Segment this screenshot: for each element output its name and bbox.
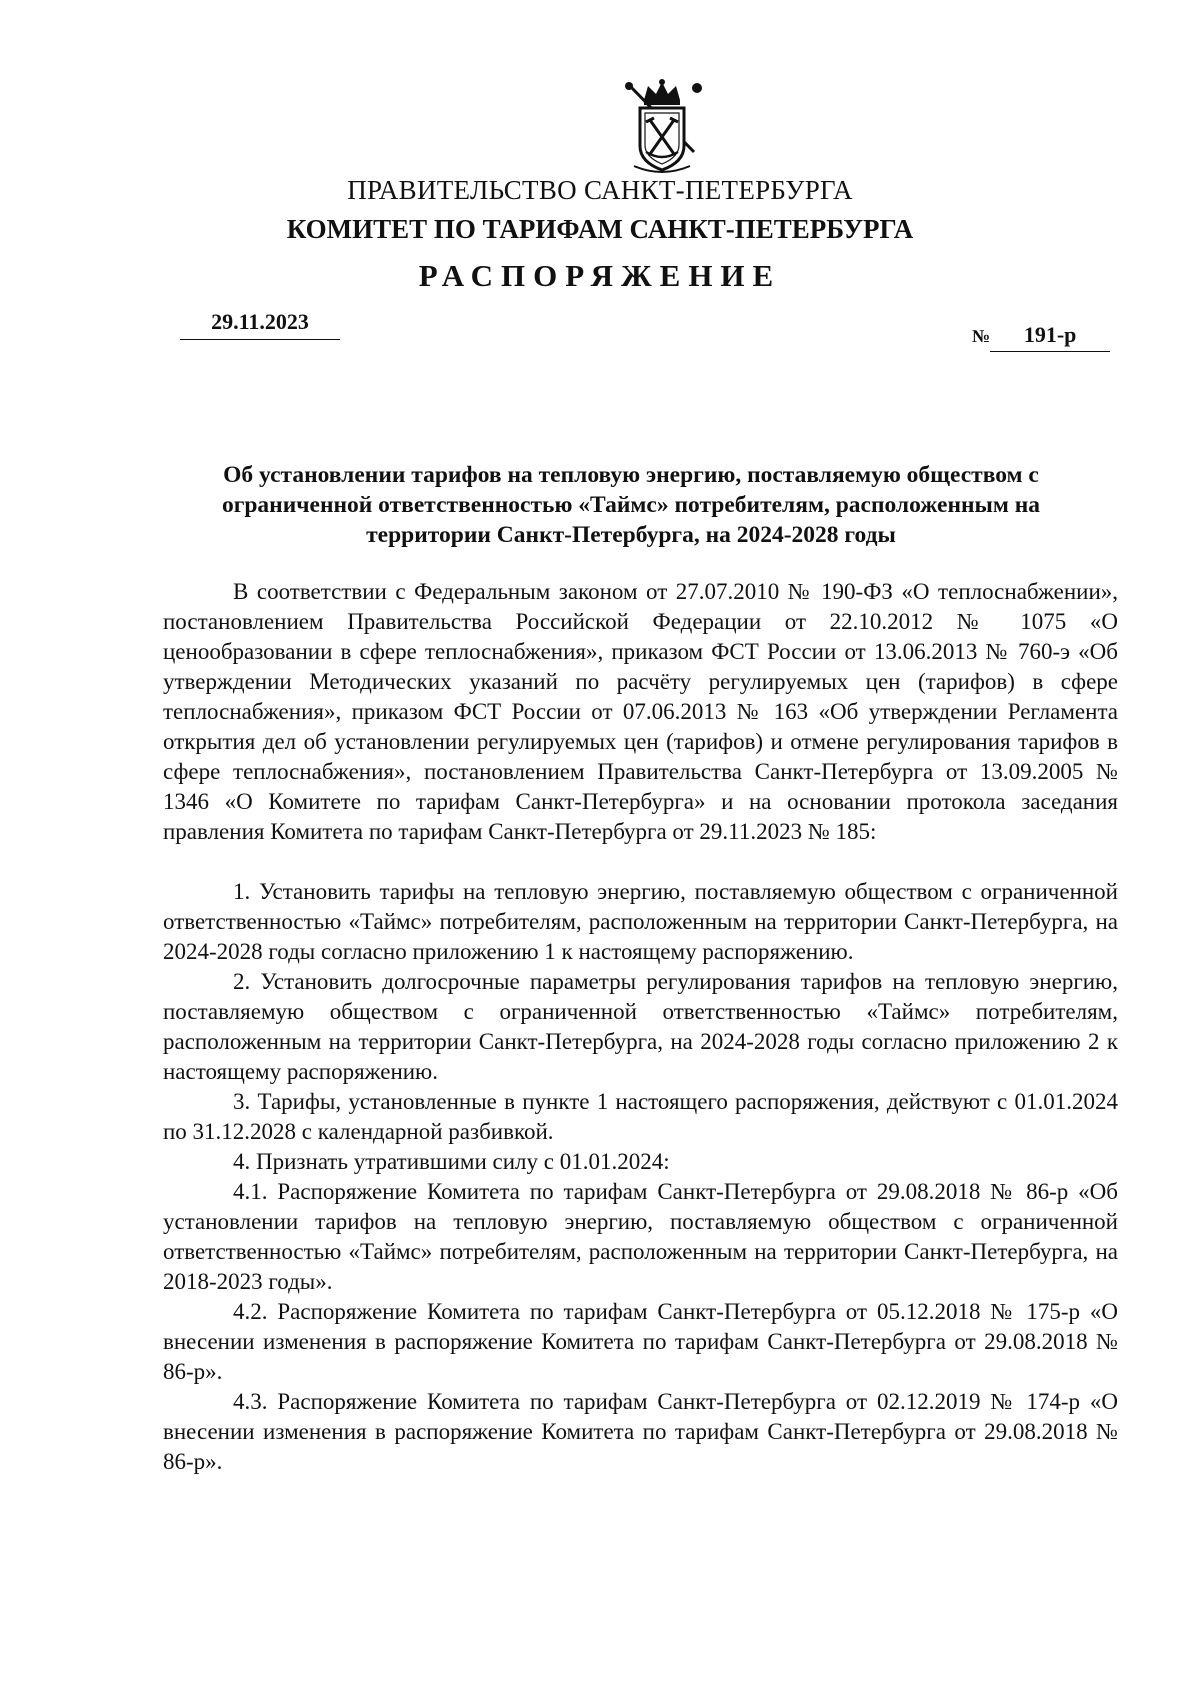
document-title: Об установлении тарифов на тепловую энергию, поставляемую обществом с ограниченной ответственностью «Таймс» потребителям, расположенным на территории Санкт-Петербурга, на 2024-2028 годы [221,462,1041,548]
clause-1: 1. Установить тарифы на тепловую энергию, поставляемую обществом с ограниченной ответственностью «Таймс» потребителям, расположенным на территории Санкт-Петербурга, на 2024-2028 годы согласно приложению 1 к настоящему распоряжению. [163,879,1118,964]
coat-of-arms-icon [620,78,704,178]
document-date: 29.11.2023 [180,309,340,340]
clause-4-1: 4.1. Распоряжение Комитета по тарифам Санкт-Петербурга от 29.08.2018 № 86-р «Об установлении тарифов на тепловую энергию, поставляемую обществом с ограниченной ответственностью «Таймс» потребителям, расположенным на территории Санкт-Петербурга, на 2018-2023 годы». [163,1179,1118,1294]
clause-2: 2. Установить долгосрочные параметры регулирования тарифов на тепловую энергию, поставляемую обществом с ограниченной ответственностью «Таймс» потребителям, расположенным на территории Санкт-Петербурга, на 2024-2028 годы согласно приложению 2 к настоящему распоряжению. [163,969,1118,1084]
preamble-paragraph: В соответствии с Федеральным законом от 27.07.2010 № 190-ФЗ «О теплоснабжении», постановлением Правительства Российской Федерации от 22.10.2012 № 1075 «О ценообразовании в сфере теплоснабжения», приказом ФСТ России от 13.06.2013 № 760-э «Об утверждении Методических указаний по расчёту регулируемых цен (тарифов) в сфере теплоснабжения», приказом ФСТ России от 07.06.2013 № 163 «Об утверждении Регламента открытия дел об установлении регулируемых цен (тарифов) и отмене регулирования тарифов в сфере теплоснабжения», постановлением Правительства Санкт-Петербурга от 13.09.2005 № 1346 «О Комитете по тарифам Санкт-Петербурга» и на основании протокола заседания правления Комитета по тарифам Санкт-Петербурга от 29.11.2023 № 185: [163,579,1118,844]
document-number [972,322,1110,352]
clause-4-2: 4.2. Распоряжение Комитета по тарифам Санкт-Петербурга от 05.12.2018 № 175-р «О внесении изменения в распоряжение Комитета по тарифам Санкт-Петербурга от 29.08.2018 № 86-р». [163,1299,1118,1384]
clause-3: 3. Тарифы, установленные в пункте 1 настоящего распоряжения, действуют с 01.01.2024 по 31.12.2028 с календарной разбивкой. [163,1089,1118,1144]
number-sign: № [972,326,991,346]
document-type: РАСПОРЯЖЕНИЕ [418,258,782,293]
document-body [163,577,1118,1477]
government-name: ПРАВИТЕЛЬСТВО САНКТ-ПЕТЕРБУРГА [347,175,853,205]
number-value: 191-р [990,322,1110,352]
clause-4: 4. Признать утратившими силу с 01.01.2024: [233,1149,670,1174]
clause-4-3: 4.3. Распоряжение Комитета по тарифам Санкт-Петербурга от 02.12.2019 № 174-р «О внесении изменения в распоряжение Комитета по тарифам Санкт-Петербурга от 29.08.2018 № 86-р». [163,1389,1118,1474]
committee-name: КОМИТЕТ ПО ТАРИФАМ САНКТ-ПЕТЕРБУРГА [286,214,914,244]
